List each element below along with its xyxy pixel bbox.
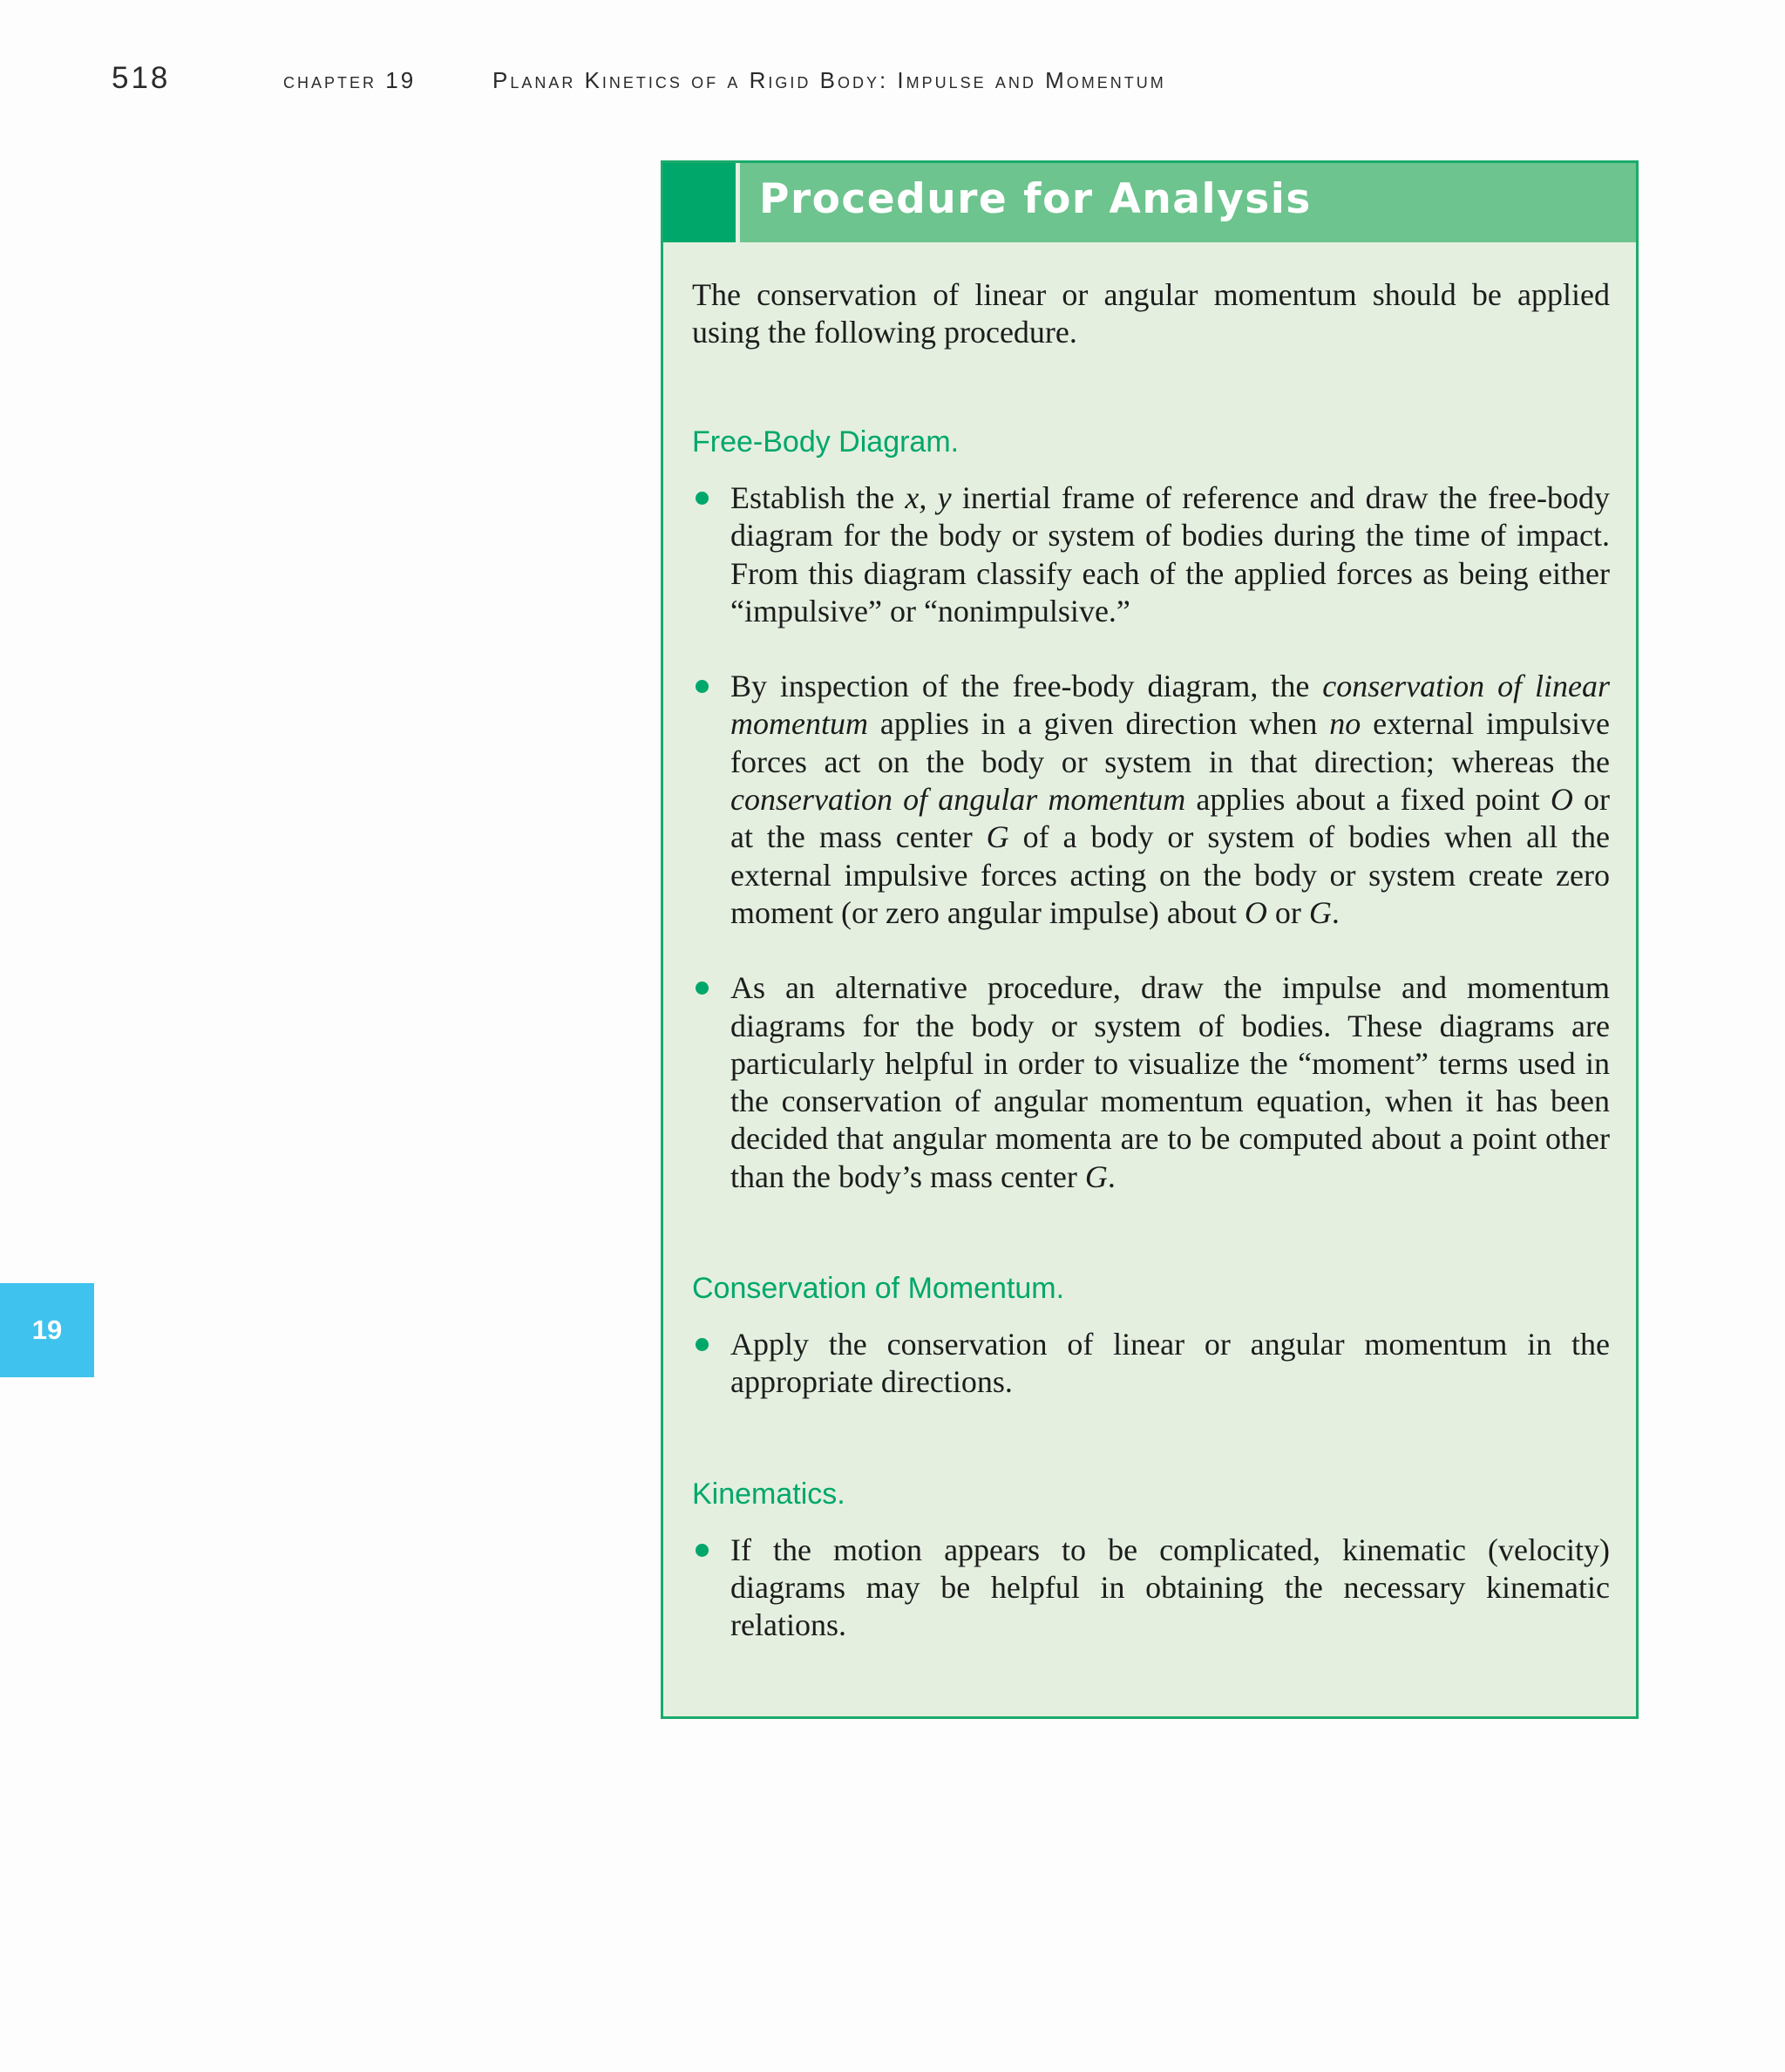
bullet-icon (696, 982, 709, 995)
kinematics-list (692, 1532, 1610, 1645)
free-body-diagram-list (692, 479, 1610, 1196)
conservation-of-momentum-list (692, 1326, 1610, 1402)
header-accent-block (663, 163, 736, 242)
procedure-body (692, 276, 1610, 1645)
chapter-title: Planar Kinetics of a Rigid Body: Impulse and Momentum (492, 67, 1166, 93)
section-heading-free-body-diagram: Free-Body Diagram. (692, 425, 960, 459)
section-heading-conservation-of-momentum: Conservation of Momentum. (692, 1272, 1065, 1306)
list-item (692, 668, 1610, 932)
bullet-text: By inspection of the free-body diagram, the conservation of linear momentum applies in a given direction when no external impulsive forces act on the body or system in that direction; whereas the conservation of angular momentum applies about a fixed point O or at the mass center G of a body or system of bodies when all the external impulsive forces acting on the body or system create zero moment (or zero angular impulse) about O or G. (730, 669, 1611, 930)
procedure-header-bar (663, 163, 1636, 242)
list-item (692, 1326, 1610, 1402)
bullet-icon (696, 492, 709, 505)
bullet-icon (696, 680, 709, 693)
chapter-thumb-tab: 19 (0, 1283, 94, 1377)
list-item (692, 969, 1610, 1196)
list-item (692, 1532, 1610, 1645)
section-heading-kinematics: Kinematics. (692, 1477, 845, 1511)
bullet-text: Establish the x, y inertial frame of reference and draw the free-body diagram for the body or system of bodies during the time of impact. From this diagram classify each of the applied forces as being either “impulsive” or “nonimpulsive.” (730, 480, 1610, 628)
page-number: 518 (112, 61, 171, 95)
header-divider (736, 163, 740, 242)
chapter-label: chapter 19 (283, 67, 417, 93)
running-header (0, 61, 1785, 105)
bullet-icon (696, 1338, 709, 1351)
bullet-text: If the motion appears to be complicated, kinematic (velocity) diagrams may be helpful in obtaining the necessary kinematic relations. (730, 1532, 1610, 1643)
bullet-text: Apply the conservation of linear or angular momentum in the appropriate directions. (730, 1327, 1610, 1400)
list-item (692, 479, 1610, 630)
bullet-icon (696, 1544, 709, 1557)
procedure-title: Procedure for Analysis (759, 175, 1312, 223)
procedure-box (661, 160, 1639, 1719)
procedure-intro: The conservation of linear or angular momentum should be applied using the following procedure. (692, 277, 1610, 350)
bullet-text: As an alternative procedure, draw the impulse and momentum diagrams for the body or system of bodies. These diagrams are particularly helpful in order to visualize the “moment” terms used in the conservation of angular momentum equation, when it has been decided that angular momenta are to be computed about a point other than the body’s mass center G. (730, 970, 1610, 1194)
